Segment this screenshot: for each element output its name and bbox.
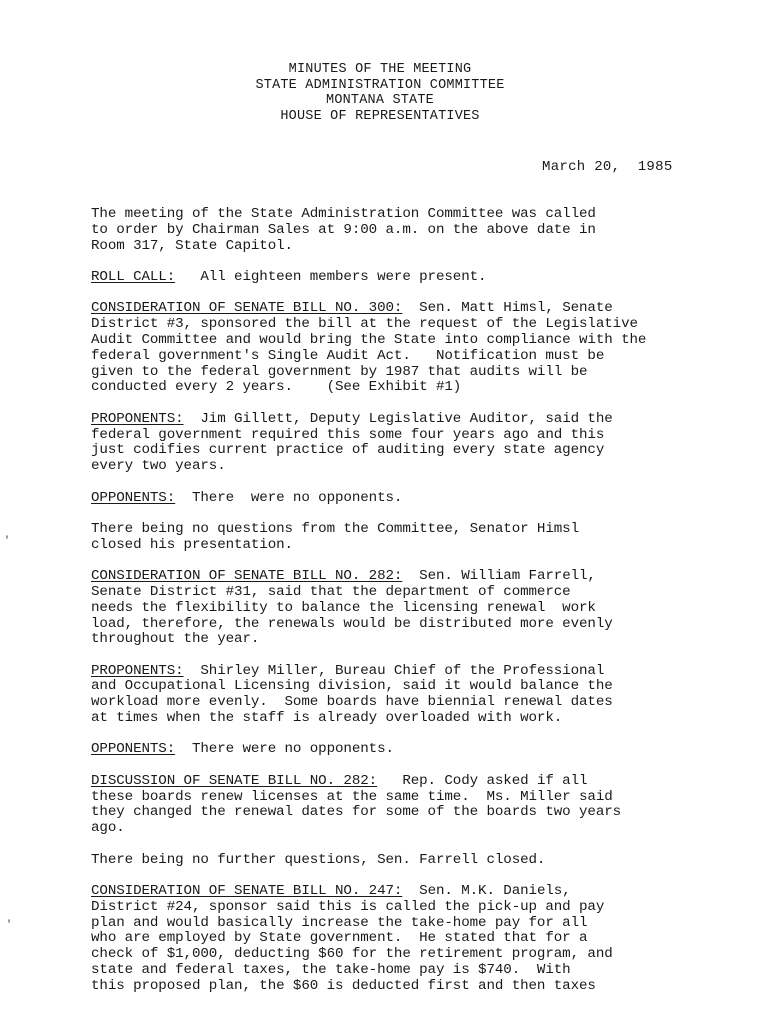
paragraph-line bbox=[91, 270, 731, 286]
line-text: closed his presentation. bbox=[91, 536, 293, 553]
minutes-body bbox=[91, 207, 731, 1010]
paragraph-line bbox=[91, 947, 731, 963]
scan-speck: ' bbox=[6, 920, 13, 931]
line-text: There being no questions from the Committee, Senator Himsl bbox=[91, 520, 580, 537]
paragraph-line bbox=[91, 585, 731, 601]
paragraph-line bbox=[91, 333, 731, 349]
line-text: at times when the staff is already overloaded with work. bbox=[91, 710, 563, 727]
line-text: load, therefore, the renewals would be distributed more evenly bbox=[91, 615, 613, 632]
line-text: conducted every 2 years. (See Exhibit #1) bbox=[91, 379, 462, 396]
section-heading: PROPONENTS: bbox=[91, 410, 184, 427]
section-heading: OPPONENTS: bbox=[91, 489, 176, 506]
paragraph-line bbox=[91, 207, 731, 223]
paragraph-line bbox=[91, 963, 731, 979]
line-text: Senate District #31, said that the department of commerce bbox=[91, 583, 571, 600]
minutes-paragraph bbox=[91, 522, 731, 554]
paragraph-line bbox=[91, 774, 731, 790]
header-line-minutes: MINUTES OF THE MEETING bbox=[288, 62, 472, 77]
line-text: and Occupational Licensing division, said it would balance the bbox=[91, 678, 613, 695]
line-text: District #3, sponsored the bill at the request of the Legislative bbox=[91, 316, 638, 333]
line-text: Sen. Matt Himsl, Senate bbox=[402, 300, 613, 317]
paragraph-line bbox=[91, 900, 731, 916]
paragraph-line bbox=[91, 916, 731, 932]
paragraph-line bbox=[91, 459, 731, 475]
paragraph-line bbox=[91, 428, 731, 444]
line-text: There were no opponents. bbox=[175, 741, 394, 758]
document-header bbox=[0, 62, 760, 124]
line-text: The meeting of the State Administration Committee was called bbox=[91, 206, 596, 222]
paragraph-line bbox=[91, 664, 731, 680]
line-text: every two years. bbox=[91, 458, 226, 475]
line-text: plan and would basically increase the take-home pay for all bbox=[91, 914, 588, 931]
paragraph-line bbox=[91, 223, 731, 239]
line-text: Room 317, State Capitol. bbox=[91, 237, 293, 254]
section-heading: PROPONENTS: bbox=[91, 662, 184, 679]
line-text: Jim Gillett, Deputy Legislative Auditor, said the bbox=[183, 410, 613, 427]
paragraph-line bbox=[91, 679, 731, 695]
header-line-house: HOUSE OF REPRESENTATIVES bbox=[280, 108, 480, 124]
paragraph-line bbox=[91, 601, 731, 617]
paragraph-line bbox=[91, 491, 731, 507]
line-text: federal government required this some four years ago and this bbox=[91, 426, 605, 443]
paragraph-line bbox=[91, 742, 731, 758]
paragraph-line bbox=[91, 805, 731, 821]
paragraph-line bbox=[91, 239, 731, 255]
line-text: these boards renew licenses at the same time. Ms. Miller said bbox=[91, 788, 613, 805]
paragraph-line bbox=[91, 522, 731, 538]
minutes-paragraph bbox=[91, 853, 731, 869]
paragraph-line bbox=[91, 569, 731, 585]
line-text: Shirley Miller, Bureau Chief of the Professional bbox=[183, 662, 605, 679]
line-text: Sen. M.K. Daniels, bbox=[402, 883, 571, 900]
section-heading: ROLL CALL: bbox=[91, 268, 176, 285]
line-text: There being no further questions, Sen. Farrell closed. bbox=[91, 851, 546, 868]
paragraph-line bbox=[91, 365, 731, 381]
line-text: workload more evenly. Some boards have biennial renewal dates bbox=[91, 694, 613, 711]
minutes-paragraph bbox=[91, 742, 731, 758]
line-text: District #24, sponsor said this is called the pick-up and pay bbox=[91, 898, 605, 915]
paragraph-line bbox=[91, 380, 731, 396]
section-heading: CONSIDERATION OF SENATE BILL NO. 247: bbox=[91, 883, 403, 900]
line-text: needs the flexibility to balance the licensing renewal work bbox=[91, 599, 596, 616]
line-text: to order by Chairman Sales at 9:00 a.m. on the above date in bbox=[91, 221, 596, 238]
paragraph-line bbox=[91, 884, 731, 900]
line-text: throughout the year. bbox=[91, 631, 260, 648]
line-text: given to the federal government by 1987 that audits will be bbox=[91, 363, 588, 380]
line-text: federal government's Single Audit Act. Notification must be bbox=[91, 347, 605, 364]
meeting-date: March 20, 1985 bbox=[542, 159, 673, 175]
minutes-paragraph bbox=[91, 774, 731, 837]
line-text: Sen. William Farrell, bbox=[402, 568, 596, 585]
section-heading: CONSIDERATION OF SENATE BILL NO. 300: bbox=[91, 300, 403, 317]
minutes-paragraph bbox=[91, 207, 731, 254]
minutes-paragraph bbox=[91, 412, 731, 475]
line-text: just codifies current practice of auditing every state agency bbox=[91, 442, 605, 459]
line-text: state and federal taxes, the take-home pay is $740. With bbox=[91, 962, 571, 979]
paragraph-line bbox=[91, 931, 731, 947]
paragraph-line bbox=[91, 979, 731, 995]
minutes-paragraph bbox=[91, 664, 731, 727]
header-line-state: MONTANA STATE bbox=[326, 93, 434, 109]
paragraph-line bbox=[91, 412, 731, 428]
line-text: Audit Committee and would bring the State into compliance with the bbox=[91, 331, 647, 348]
paragraph-line bbox=[91, 617, 731, 633]
line-text: ago. bbox=[91, 820, 125, 837]
minutes-paragraph bbox=[91, 491, 731, 507]
scan-speck: ' bbox=[4, 536, 11, 547]
minutes-paragraph bbox=[91, 270, 731, 286]
paragraph-line bbox=[91, 632, 731, 648]
minutes-paragraph bbox=[91, 884, 731, 995]
paragraph-line bbox=[91, 538, 731, 554]
minutes-paragraph bbox=[91, 569, 731, 648]
paragraph-line bbox=[91, 790, 731, 806]
section-heading: OPPONENTS: bbox=[91, 741, 176, 758]
line-text: who are employed by State government. He stated that for a bbox=[91, 930, 588, 947]
section-heading: DISCUSSION OF SENATE BILL NO. 282: bbox=[91, 772, 378, 789]
paragraph-line bbox=[91, 317, 731, 333]
paragraph-line bbox=[91, 443, 731, 459]
section-heading: CONSIDERATION OF SENATE BILL NO. 282: bbox=[91, 568, 403, 585]
line-text: There were no opponents. bbox=[175, 489, 403, 506]
paragraph-line bbox=[91, 821, 731, 837]
minutes-paragraph bbox=[91, 301, 731, 396]
line-text: check of $1,000, deducting $60 for the retirement program, and bbox=[91, 946, 613, 963]
paragraph-line bbox=[91, 301, 731, 317]
paragraph-line bbox=[91, 853, 731, 869]
header-line-committee: STATE ADMINISTRATION COMMITTEE bbox=[255, 77, 505, 93]
line-text: they changed the renewal dates for some of the boards two years bbox=[91, 804, 622, 821]
line-text: this proposed plan, the $60 is deducted first and then taxes bbox=[91, 977, 596, 994]
line-text: All eighteen members were present. bbox=[175, 268, 487, 285]
paragraph-line bbox=[91, 711, 731, 727]
paragraph-line bbox=[91, 349, 731, 365]
line-text: Rep. Cody asked if all bbox=[377, 772, 588, 789]
paragraph-line bbox=[91, 695, 731, 711]
